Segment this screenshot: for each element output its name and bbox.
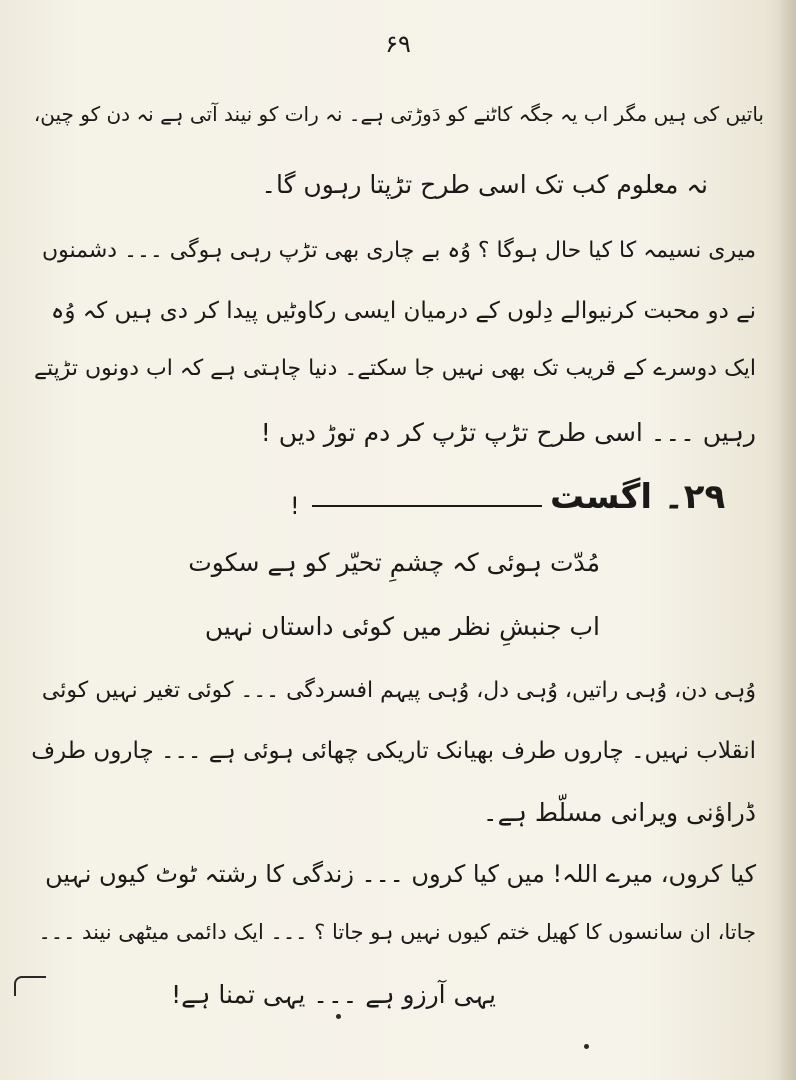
paragraph-4-line-3: یہی آرزو ہے ۔۔۔ یہی تمنا ہے! [171,980,496,1009]
ink-speck [584,1044,589,1049]
page-edge-shadow [778,0,796,1080]
verse-line-1: مُدّت ہوئی کہ چشمِ تحیّر کو ہے سکوت [188,548,600,577]
margin-ink-mark [14,976,46,996]
page-number: ۶۹ [385,30,411,58]
paragraph-4-line-1: کیا کروں، میرے اللہ! میں کیا کروں ۔۔۔ زندگی کا رشتہ ٹوٹ کیوں نہیں [45,860,756,888]
paragraph-3-line-2: انقلاب نہیں۔ چاروں طرف بھیانک تاریکی چھائی ہوئی ہے ۔۔۔ چاروں طرف [31,738,756,764]
paragraph-2-line-1: میری نسیمہ کا کیا حال ہوگا ؟ وُہ بے چاری بھی تڑپ رہی ہوگی ۔۔۔ دشمنوں [41,238,756,263]
ink-speck [336,1014,341,1019]
verse-line-2: اب جنبشِ نظر میں کوئی داستاں نہیں [204,612,600,641]
heading-rule [312,505,542,507]
section-heading-date: ۲۹۔ اگست [550,477,726,517]
paragraph-2-line-3: ایک دوسرے کے قریب تک بھی نہیں جا سکتے۔ دنیا چاہتی ہے کہ اب دونوں تڑپتے [34,356,756,381]
paragraph-3-line-3: ڈراؤنی ویرانی مسلّط ہے۔ [482,798,756,827]
paragraph-4-line-2: جاتا، ان سانسوں کا کھیل ختم کیوں نہیں ہو جاتا ؟ ۔۔۔ ایک دائمی میٹھی نیند ۔۔۔ [38,920,756,944]
paragraph-3-line-1: وُہی دن، وُہی راتیں، وُہی دل، وُہی پیہم افسردگی ۔۔۔ کوئی تغیر نہیں کوئی [41,678,756,703]
heading-exclamation: ! [290,492,300,520]
paragraph-2-line-4: رہیں ۔۔۔ اسی طرح تڑپ تڑپ کر دم توڑ دیں ! [260,418,756,447]
paragraph-1-line-1: باتیں کی ہیں مگر اب یہ جگہ کاٹنے کو دَوڑتی ہے۔ نہ رات کو نیند آتی ہے نہ دن کو چین، [33,102,764,126]
paragraph-1-line-2: نہ معلوم کب تک اسی طرح تڑپتا رہوں گا۔ [261,170,708,199]
paragraph-2-line-2: نے دو محبت کرنیوالے دِلوں کے درمیان ایسی رکاوٹیں پیدا کر دی ہیں کہ وُہ [50,298,756,324]
